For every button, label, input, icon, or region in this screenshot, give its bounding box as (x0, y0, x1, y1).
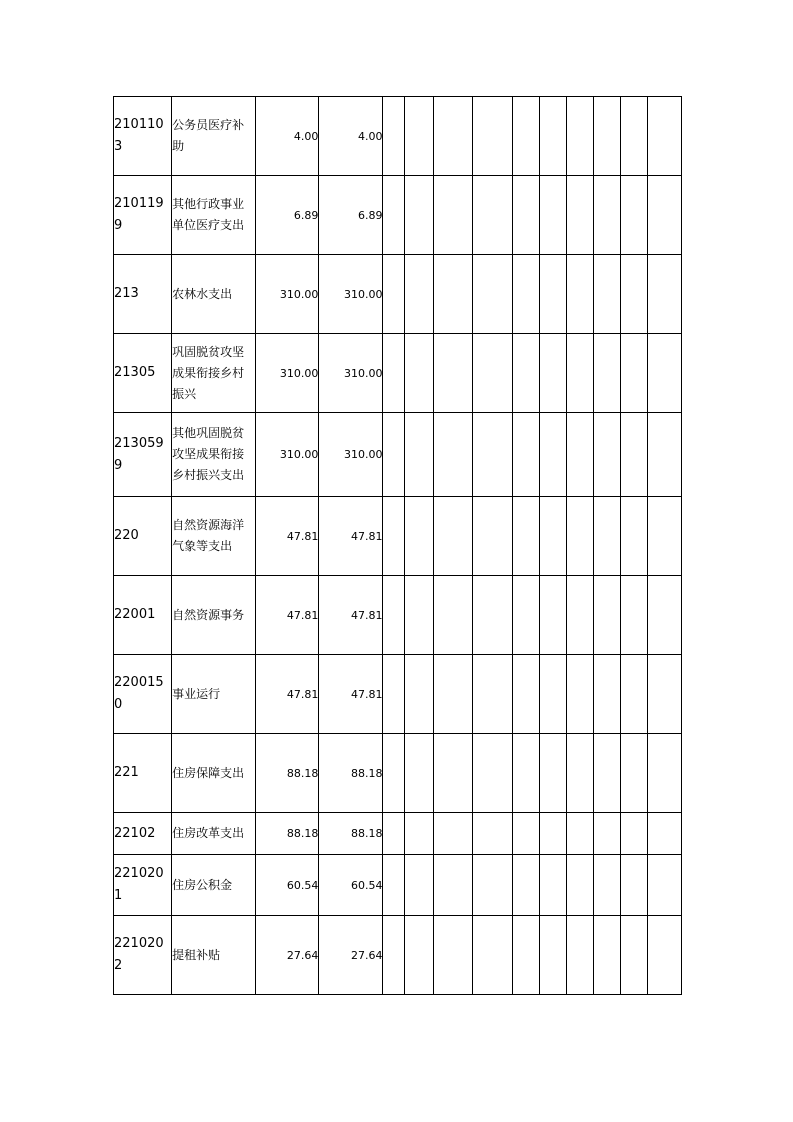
empty-cell (512, 576, 539, 655)
empty-cell (383, 813, 405, 855)
basic-amount: 60.54 (319, 855, 383, 916)
empty-cell (593, 334, 620, 413)
subject-name: 自然资源海洋气象等支出 (172, 497, 256, 576)
empty-cell (433, 497, 472, 576)
table-row (114, 576, 682, 655)
empty-cell (405, 813, 433, 855)
subject-code: 22001 (114, 576, 172, 655)
table-row (114, 334, 682, 413)
subject-name: 其他巩固脱贫攻坚成果衔接乡村振兴支出 (172, 413, 256, 497)
empty-cell (472, 413, 512, 497)
empty-cell (566, 497, 593, 576)
empty-cell (593, 255, 620, 334)
table-row (114, 855, 682, 916)
empty-cell (433, 916, 472, 995)
empty-cell (566, 734, 593, 813)
subject-code: 2210201 (114, 855, 172, 916)
empty-cell (620, 855, 647, 916)
empty-cell (512, 334, 539, 413)
empty-cell (512, 497, 539, 576)
empty-cell (620, 255, 647, 334)
empty-cell (472, 655, 512, 734)
empty-cell (539, 813, 566, 855)
empty-cell (383, 97, 405, 176)
empty-cell (647, 655, 681, 734)
empty-cell (593, 576, 620, 655)
basic-amount: 27.64 (319, 916, 383, 995)
total-amount: 88.18 (256, 734, 319, 813)
empty-cell (620, 413, 647, 497)
subject-name: 住房保障支出 (172, 734, 256, 813)
subject-name: 住房改革支出 (172, 813, 256, 855)
empty-cell (433, 813, 472, 855)
empty-cell (566, 334, 593, 413)
total-amount: 60.54 (256, 855, 319, 916)
total-amount: 310.00 (256, 255, 319, 334)
empty-cell (433, 176, 472, 255)
empty-cell (383, 334, 405, 413)
empty-cell (472, 813, 512, 855)
empty-cell (433, 734, 472, 813)
empty-cell (383, 576, 405, 655)
empty-cell (593, 734, 620, 813)
empty-cell (472, 497, 512, 576)
empty-cell (405, 576, 433, 655)
empty-cell (566, 176, 593, 255)
table-row (114, 255, 682, 334)
empty-cell (405, 413, 433, 497)
basic-amount: 47.81 (319, 655, 383, 734)
empty-cell (620, 655, 647, 734)
empty-cell (593, 655, 620, 734)
table-row (114, 97, 682, 176)
subject-code: 2101103 (114, 97, 172, 176)
total-amount: 6.89 (256, 176, 319, 255)
total-amount: 47.81 (256, 655, 319, 734)
subject-code: 21305 (114, 334, 172, 413)
total-amount: 47.81 (256, 576, 319, 655)
empty-cell (593, 497, 620, 576)
empty-cell (472, 855, 512, 916)
basic-amount: 47.81 (319, 576, 383, 655)
empty-cell (647, 176, 681, 255)
empty-cell (566, 413, 593, 497)
table-row (114, 916, 682, 995)
empty-cell (383, 413, 405, 497)
basic-amount: 47.81 (319, 497, 383, 576)
empty-cell (433, 97, 472, 176)
empty-cell (433, 255, 472, 334)
empty-cell (593, 413, 620, 497)
empty-cell (383, 734, 405, 813)
empty-cell (539, 734, 566, 813)
subject-name: 农林水支出 (172, 255, 256, 334)
subject-name: 自然资源事务 (172, 576, 256, 655)
subject-code: 2210202 (114, 916, 172, 995)
empty-cell (512, 97, 539, 176)
empty-cell (647, 734, 681, 813)
subject-name: 其他行政事业单位医疗支出 (172, 176, 256, 255)
empty-cell (566, 855, 593, 916)
empty-cell (512, 255, 539, 334)
empty-cell (405, 655, 433, 734)
empty-cell (647, 576, 681, 655)
empty-cell (383, 655, 405, 734)
empty-cell (433, 855, 472, 916)
subject-code: 2101199 (114, 176, 172, 255)
subject-code: 2200150 (114, 655, 172, 734)
empty-cell (647, 334, 681, 413)
empty-cell (620, 97, 647, 176)
empty-cell (647, 97, 681, 176)
empty-cell (383, 176, 405, 255)
empty-cell (433, 413, 472, 497)
empty-cell (647, 497, 681, 576)
empty-cell (512, 855, 539, 916)
empty-cell (433, 655, 472, 734)
total-amount: 27.64 (256, 916, 319, 995)
basic-amount: 6.89 (319, 176, 383, 255)
total-amount: 88.18 (256, 813, 319, 855)
empty-cell (539, 97, 566, 176)
empty-cell (472, 734, 512, 813)
subject-name: 住房公积金 (172, 855, 256, 916)
empty-cell (566, 916, 593, 995)
basic-amount: 310.00 (319, 334, 383, 413)
total-amount: 4.00 (256, 97, 319, 176)
empty-cell (433, 334, 472, 413)
empty-cell (566, 576, 593, 655)
subject-code: 22102 (114, 813, 172, 855)
total-amount: 310.00 (256, 413, 319, 497)
empty-cell (383, 497, 405, 576)
empty-cell (620, 176, 647, 255)
table-row (114, 734, 682, 813)
empty-cell (647, 413, 681, 497)
empty-cell (647, 813, 681, 855)
empty-cell (539, 497, 566, 576)
empty-cell (620, 334, 647, 413)
empty-cell (512, 916, 539, 995)
table-row (114, 813, 682, 855)
empty-cell (620, 734, 647, 813)
empty-cell (383, 916, 405, 995)
empty-cell (512, 655, 539, 734)
empty-cell (593, 813, 620, 855)
basic-amount: 88.18 (319, 813, 383, 855)
empty-cell (539, 916, 566, 995)
budget-table (113, 96, 682, 995)
empty-cell (405, 255, 433, 334)
empty-cell (512, 813, 539, 855)
empty-cell (405, 334, 433, 413)
empty-cell (539, 334, 566, 413)
empty-cell (405, 176, 433, 255)
empty-cell (593, 97, 620, 176)
empty-cell (405, 855, 433, 916)
table-row (114, 497, 682, 576)
empty-cell (647, 916, 681, 995)
empty-cell (433, 576, 472, 655)
basic-amount: 4.00 (319, 97, 383, 176)
empty-cell (472, 97, 512, 176)
empty-cell (566, 255, 593, 334)
empty-cell (472, 334, 512, 413)
subject-name: 巩固脱贫攻坚成果衔接乡村振兴 (172, 334, 256, 413)
subject-code: 220 (114, 497, 172, 576)
empty-cell (620, 576, 647, 655)
subject-code: 221 (114, 734, 172, 813)
empty-cell (472, 255, 512, 334)
table-row (114, 413, 682, 497)
empty-cell (472, 916, 512, 995)
empty-cell (620, 916, 647, 995)
empty-cell (512, 413, 539, 497)
empty-cell (405, 734, 433, 813)
basic-amount: 310.00 (319, 255, 383, 334)
table-row (114, 176, 682, 255)
subject-code: 2130599 (114, 413, 172, 497)
empty-cell (593, 176, 620, 255)
subject-code: 213 (114, 255, 172, 334)
empty-cell (539, 413, 566, 497)
empty-cell (593, 855, 620, 916)
empty-cell (647, 255, 681, 334)
empty-cell (620, 497, 647, 576)
empty-cell (512, 176, 539, 255)
empty-cell (566, 97, 593, 176)
empty-cell (593, 916, 620, 995)
total-amount: 310.00 (256, 334, 319, 413)
empty-cell (539, 176, 566, 255)
empty-cell (405, 497, 433, 576)
basic-amount: 88.18 (319, 734, 383, 813)
empty-cell (472, 176, 512, 255)
table-row (114, 655, 682, 734)
empty-cell (405, 916, 433, 995)
empty-cell (539, 655, 566, 734)
empty-cell (539, 255, 566, 334)
subject-name: 事业运行 (172, 655, 256, 734)
empty-cell (383, 255, 405, 334)
empty-cell (472, 576, 512, 655)
empty-cell (512, 734, 539, 813)
empty-cell (566, 655, 593, 734)
empty-cell (566, 813, 593, 855)
basic-amount: 310.00 (319, 413, 383, 497)
empty-cell (620, 813, 647, 855)
total-amount: 47.81 (256, 497, 319, 576)
empty-cell (405, 97, 433, 176)
subject-name: 提租补贴 (172, 916, 256, 995)
empty-cell (539, 855, 566, 916)
subject-name: 公务员医疗补助 (172, 97, 256, 176)
empty-cell (647, 855, 681, 916)
empty-cell (383, 855, 405, 916)
empty-cell (539, 576, 566, 655)
